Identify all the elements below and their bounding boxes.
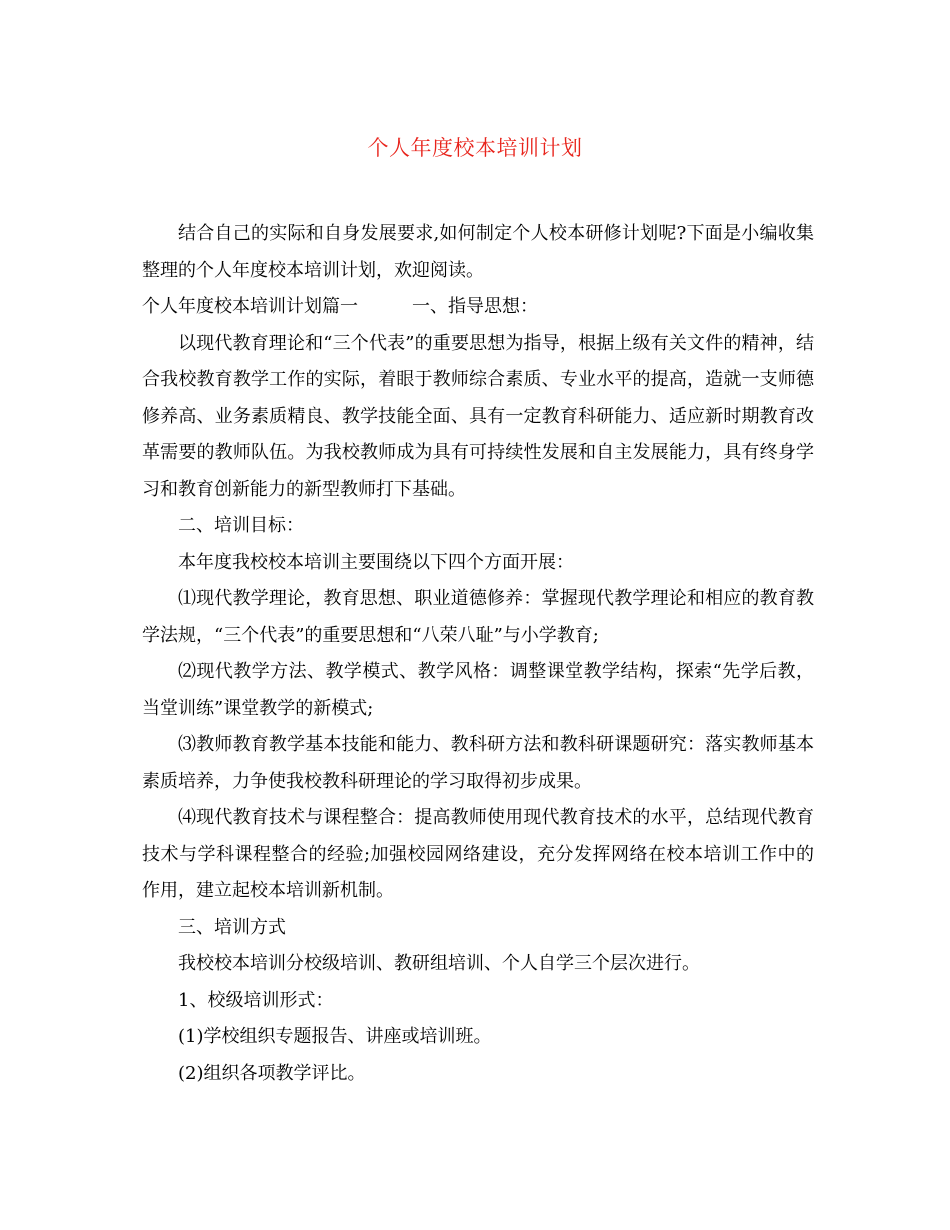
section-2-heading: 二、培训目标：	[178, 515, 304, 536]
school-level-item: (1)学校组织专题报告、讲座或培训班。	[178, 1026, 492, 1047]
section-heading-line	[142, 289, 814, 326]
school-level-item: (2)组织各项教学评比。	[178, 1062, 366, 1084]
section-2-intro: 本年度我校校本培训主要围绕以下四个方面开展：	[178, 551, 574, 573]
article-heading: 个人年度校本培训计划篇一	[142, 296, 358, 317]
document-title: 个人年度校本培训计划	[367, 136, 583, 160]
intro-paragraph: 结合自己的实际和自身发展要求,如何制定个人校本研修计划呢?下面是小编收集整理的个人年度校本培训计划，欢迎阅读。	[142, 223, 814, 281]
goal-item: ⑴现代教学理论，教育思想、职业道德修养：掌握现代教学理论和相应的教育教学法规，“三个代表”的重要思想和“八荣八耻”与小学教育;	[142, 588, 814, 646]
goal-item: ⑵现代教学方法、教学模式、教学风格：调整课堂教学结构，探索“先学后教，当堂训练”课堂教学的新模式;	[142, 661, 814, 719]
goal-item: ⑷现代教育技术与课程整合：提高教师使用现代教育技术的水平，总结现代教育技术与学科课程整合的经验;加强校园网络建设，充分发挥网络在校本培训工作中的作用，建立起校本培训新机制。	[142, 807, 814, 901]
section-3-heading: 三、培训方式	[178, 916, 286, 938]
school-level-heading: 1、校级培训形式：	[178, 989, 334, 1011]
section-3-intro: 我校校本培训分校级培训、教研组培训、个人自学三个层次进行。	[178, 953, 700, 974]
section-1-paragraph: 以现代教育理论和“三个代表”的重要思想为指导，根据上级有关文件的精神，结合我校教育教学工作的实际，着眼于教师综合素质、专业水平的提高，造就一支师德修养高、业务素质精良、教学技能全面、具有一定教育科研能力、适应新时期教育改革需要的教师队伍。为我校教师成为具有可持续性发展和自主发展能力，具有终身学习和教育创新能力的新型教师打下基础。	[142, 332, 814, 500]
goal-item: ⑶教师教育教学基本技能和能力、教科研方法和教科研课题研究：落实教师基本素质培养，力争使我校教科研理论的学习取得初步成果。	[142, 734, 814, 792]
document-body	[142, 216, 814, 1092]
section-1-heading: 一、指导思想：	[412, 296, 538, 317]
